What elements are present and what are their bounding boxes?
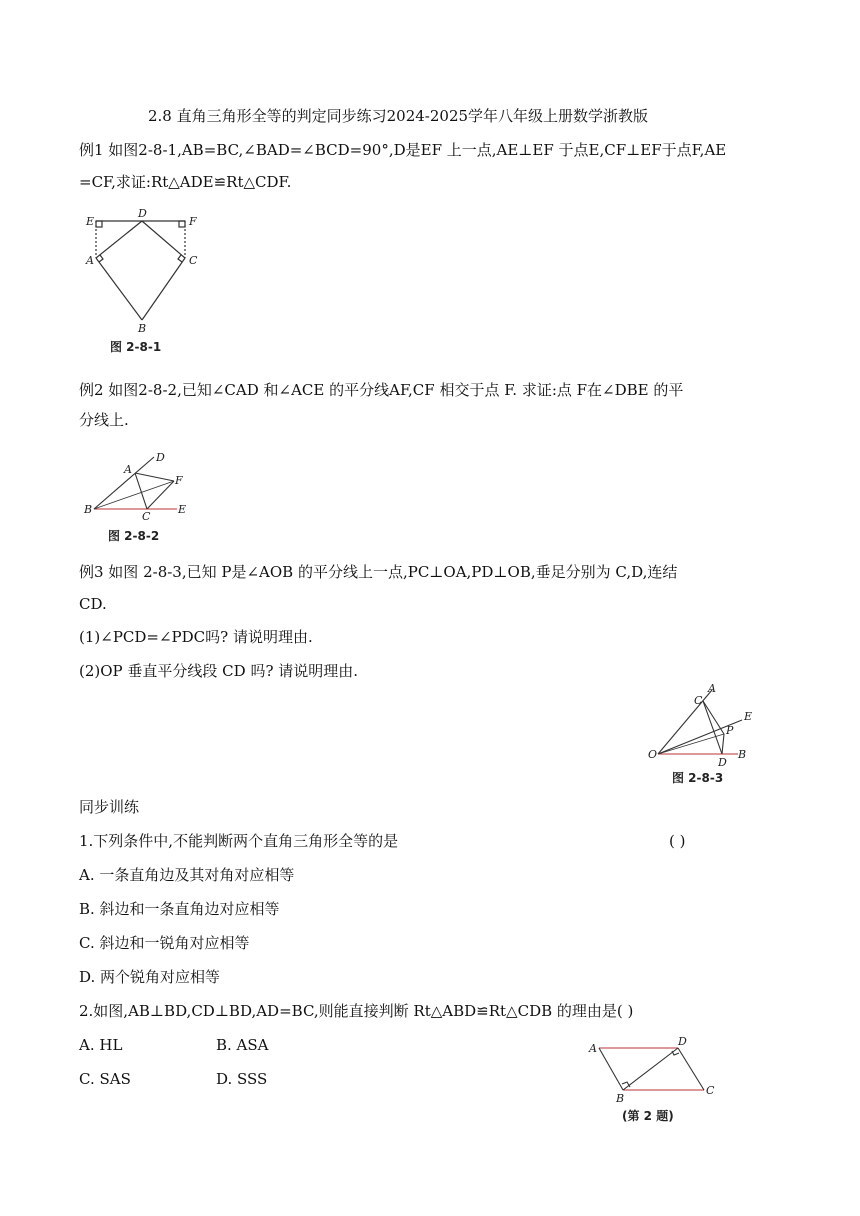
label-a: A <box>124 463 132 476</box>
example3-question2: (2)OP 垂直平分线段 CD 吗? 请说明理由. <box>79 662 359 680</box>
label-b: B <box>138 322 147 335</box>
example2-text-line2: 分线上. <box>79 411 129 429</box>
question1-option-b: B. 斜边和一条直角边对应相等 <box>79 900 280 918</box>
question1-option-d: D. 两个锐角对应相等 <box>79 968 221 986</box>
label-f: F <box>189 215 197 228</box>
question2-option-b: B. ASA <box>216 1036 269 1054</box>
label-d: D <box>678 1035 687 1048</box>
example3-text-line2: CD. <box>79 595 107 613</box>
segment-af <box>135 473 174 481</box>
question2-option-a: A. HL <box>79 1036 123 1054</box>
segment-bf <box>94 481 174 509</box>
right-angle-a <box>99 255 103 262</box>
segment-dc <box>678 1048 704 1090</box>
figure-caption: 图 2-8-1 <box>110 340 162 354</box>
segment-cd <box>703 701 722 754</box>
label-c: C <box>706 1084 715 1097</box>
question1-answer-paren: ( ) <box>669 832 686 850</box>
label-c: C <box>189 254 198 267</box>
segment-cf <box>147 481 174 509</box>
segment-bd <box>623 1048 678 1090</box>
segment-cb <box>142 258 185 320</box>
figure-caption: 图 2-8-2 <box>108 529 160 543</box>
figure-caption: 图 2-8-3 <box>672 771 724 785</box>
segment-ab <box>599 1048 623 1090</box>
ray-oa <box>658 690 712 754</box>
label-e: E <box>178 503 187 516</box>
figure-caption: (第 2 题) <box>622 1109 674 1123</box>
segment-op <box>658 734 724 754</box>
label-d: D <box>156 451 165 464</box>
label-a: A <box>86 254 94 267</box>
example3-question1: (1)∠PCD=∠PDC吗? 请说明理由. <box>79 628 313 646</box>
label-a: A <box>589 1042 597 1055</box>
figure-2-8-2 <box>82 448 202 544</box>
label-p: P <box>726 724 734 737</box>
practice-heading: 同步训练 <box>79 798 140 816</box>
label-b: B <box>84 503 93 516</box>
question1-option-a: A. 一条直角边及其对角对应相等 <box>79 866 295 884</box>
question2-option-d: D. SSS <box>216 1070 268 1088</box>
right-angle-e <box>96 221 102 227</box>
question1-option-c: C. 斜边和一锐角对应相等 <box>79 934 250 952</box>
example1-text-line2: =CF,求证:Rt△ADE≌Rt△CDF. <box>79 173 292 191</box>
figure-2-8-1 <box>82 206 222 358</box>
right-angle-f <box>179 221 185 227</box>
label-a: A <box>708 682 716 695</box>
label-d: D <box>718 756 727 769</box>
question1-stem: 1.下列条件中,不能判断两个直角三角形全等的是 <box>79 832 399 850</box>
example2-text-line1: 例2 如图2-8-2,已知∠CAD 和∠ACE 的平分线AF,CF 相交于点 F. 求证:点 F在∠DBE 的平 <box>79 381 684 399</box>
label-o: O <box>648 748 658 761</box>
label-f: F <box>175 474 183 487</box>
label-d: D <box>138 207 147 220</box>
figure-2-8-3 <box>646 682 764 786</box>
label-e: E <box>744 710 753 723</box>
segment-ab <box>96 258 142 320</box>
page-title: 2.8 直角三角形全等的判定同步练习2024-2025学年八年级上册数学浙教版 <box>148 107 649 125</box>
right-angle-c <box>178 255 182 262</box>
label-c: C <box>694 694 703 707</box>
example3-text-line1: 例3 如图 2-8-3,已知 P是∠AOB 的平分线上一点,PC⊥OA,PD⊥OB,垂足分别为 C,D,连结 <box>79 563 678 581</box>
figure-question2 <box>586 1034 726 1126</box>
label-b: B <box>738 748 747 761</box>
example1-text-line1: 例1 如图2-8-1,AB=BC,∠BAD=∠BCD=90°,D是EF 上一点,AE⊥EF 于点E,CF⊥EF于点F,AE <box>79 141 727 159</box>
label-e: E <box>86 215 95 228</box>
question2-stem: 2.如图,AB⊥BD,CD⊥BD,AD=BC,则能直接判断 Rt△ABD≌Rt△CDB 的理由是( ) <box>79 1002 634 1020</box>
segment-pd <box>722 734 724 754</box>
segment-da <box>96 221 142 258</box>
label-b: B <box>616 1092 625 1105</box>
label-c: C <box>142 510 151 523</box>
question2-option-c: C. SAS <box>79 1070 131 1088</box>
